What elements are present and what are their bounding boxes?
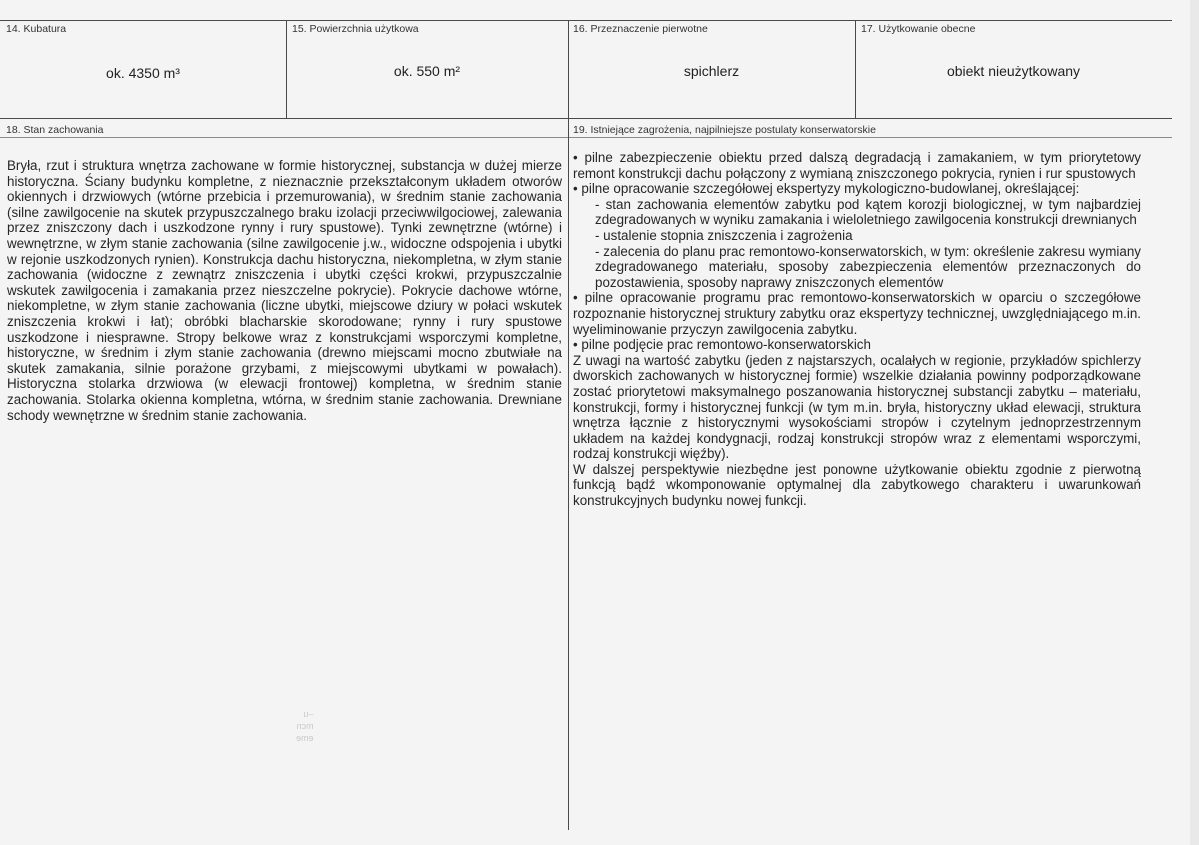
field-value: ok. 550 m² xyxy=(393,63,461,79)
header-bottom-rule xyxy=(0,118,1172,119)
postulate-paragraph: W dalszej perspektywie niezbędne jest ponowne użytkowanie obiektu zgodnie z pierwotną funkcją bądź wkomponowanie optymalnej dla zabytkowego charakteru i uwarunkowań konstrukcyjnych budynku nowej funkcji. xyxy=(573,461,1141,509)
bleed-through-mark: –u mcn eme xyxy=(296,709,314,743)
section-18-label: 18. Stan zachowania xyxy=(6,124,104,136)
section-19-label: 19. Istniejące zagrożenia, najpilniejsze postulaty konserwatorskie xyxy=(573,124,876,136)
field-value: obiekt nieużytkowany xyxy=(946,63,1081,79)
field-label: 16. Przeznaczenie pierwotne xyxy=(573,23,708,35)
postulate-subitem: - zalecenia do planu prac remontowo-konserwatorskich, w tym: określenie zakresu wymiany zdegradowanego materiału, sposoby zabezpieczenia elementów przeznaczonych do pozostawienia, sposoby naprawy zniszczonych elementów xyxy=(595,243,1141,290)
section-label-rule xyxy=(0,137,1172,138)
postulate-subitem: - ustalenie stopnia zniszczenia i zagrożenia xyxy=(595,227,853,243)
condition-description: Bryła, rzut i struktura wnętrza zachowane w formie historycznej, substancja w dużej mierze historyczna. Ściany budynku kompletne, z nieznacznie przekształconym układem otworów okiennych i drzwiowych (wtórne przebicia i przemurowania), w średnim stanie zachowania (silne zawilgocenie na skutek przypuszczalnego braku izolacji przeciwwilgociowej, zalewania przez zniszczony dach i uszkodzone rynny i rury spustowe). Tynki zewnętrzne (wtórne) i wewnętrzne, w złym stanie zachowania (silne zawilgocenie j.w., widoczne odspojenia i ubytki w rejonie uszkodzonych rynien). Konstrukcja dachu historyczna, niekompletna, w złym stanie zachowania (widoczne z zewnątrz zniszczenia i ubytki części krokwi, przypuszczalnie wskutek zawilgocenia i zamakania przez nieszczelne pokrycie). Pokrycie dachowe wtórne, niekompletne, w złym stanie zachowania (liczne ubytki, miejscowe dziury w połaci wskutek zniszczenia krokwi i łat); obróbki blacharskie skorodowane; rynny i rury spustowe uszkodzone i niesprawne. Stropy belkowe wraz z konstrukcjami wsporczymi kompletne, historyczne, w średnim i złym stanie zachowania (drewno miejscami mocno zbutwiałe na skutek zamakania, silnie porażone grzybami, z miejscowymi ubytkami w powałach). Historyczna stolarka drzwiowa (w elewacji frontowej) kompletna, w średnim stanie zachowania. Stolarka okienna kompletna, wtórna, w średnim stanie zachowania. Drewniane schody wewnętrzne w średnim stanie zachowania. xyxy=(7,158,562,423)
postulate-paragraph: Z uwagi na wartość zabytku (jeden z najstarszych, ocalałych w regionie, przykładów spichlerzy dworskich zachowanych w historycznej formie) wszelkie działania powinny podporządkowane zostać priorytetowi maksymalnego poszanowania historycznej substancji zabytku – materiału, konstrukcji, formy i historycznej funkcji (w tym m.in. bryła, historyczny układ elewacji, struktura wnętrza łącznie z historycznymi wysokościami stropów i czytelnym jednoprzestrzennym układem na każdej kondygnacji, rodzaj konstrukcji stropów wraz z elementami wsporczymi, rodzaj konstrukcji więźby). xyxy=(573,352,1141,462)
section-18-text xyxy=(7,158,562,423)
main-column-divider xyxy=(568,118,569,830)
postulate-item: • pilne opracowanie programu prac remontowo-konserwatorskich w oparciu o szczegółowe rozpoznanie historycznej struktury zabytku oraz ekspertyzy technicznej, uwzględniającego m.in. wyeliminowanie przyczyn zawilgocenia zabytku. xyxy=(573,290,1141,337)
postulate-item: • pilne opracowanie szczegółowej ekspertyzy mykologiczno-budowlanej, określającej: xyxy=(573,181,1080,197)
postulate-item: • pilne zabezpieczenie obiektu przed dalszą degradacją i zamakaniem, w tym priorytetowy remont konstrukcji dachu połączony z wymianą zniszczonego pokrycia, rynien i rur spustowych xyxy=(573,150,1141,181)
field-value: ok. 4350 m³ xyxy=(106,65,180,81)
field-label: 15. Powierzchnia użytkowa xyxy=(292,23,419,35)
top-rule xyxy=(0,20,1172,21)
field-value: spichlerz xyxy=(683,63,740,79)
field-label: 17. Użytkowanie obecne xyxy=(861,23,976,35)
field-label: 14. Kubatura xyxy=(6,23,67,35)
postulate-item: • pilne podjęcie prac remontowo-konserwatorskich xyxy=(573,337,871,353)
section-19-text xyxy=(573,150,1141,509)
postulate-subitem: - stan zachowania elementów zabytku pod kątem korozji biologicznej, w tym najbardziej zdegradowanych w wyniku zamakania i wieloletniego zawilgocenia konstrukcji drewnianych xyxy=(595,196,1141,228)
scan-edge xyxy=(1190,0,1199,845)
